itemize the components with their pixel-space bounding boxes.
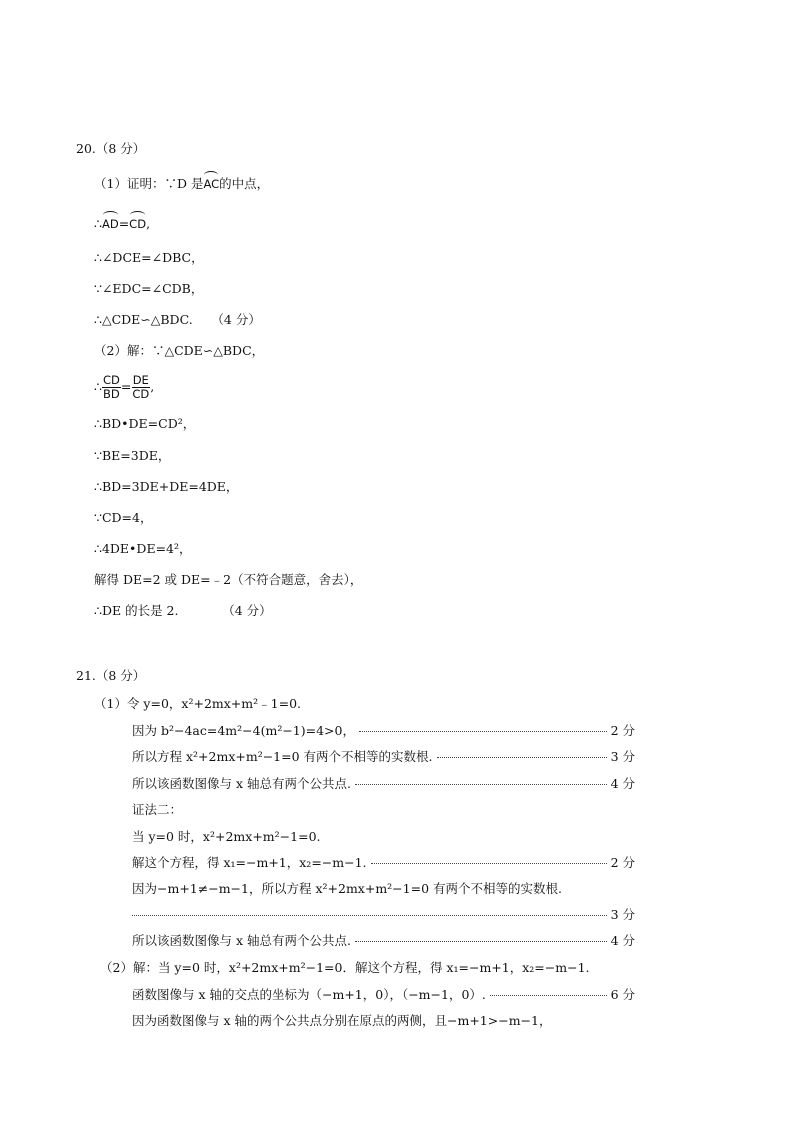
q21-method2-line-1: 当 y=0 时，x²+2mx+m²−1=0.: [132, 829, 321, 844]
q20-line-4: ∵∠EDC=∠CDB，: [94, 281, 204, 296]
dot-leader: [371, 863, 607, 864]
arc-cd: CD: [129, 213, 146, 232]
dot-leader: [490, 995, 607, 996]
q21-method2-row-2: 3 分: [132, 907, 635, 923]
q20-line-13: 解得 DE=2 或 DE=﹣2（不符合题意，舍去），: [94, 572, 363, 587]
q20-line-5: ∴△CDE∽△BDC. （4 分）: [94, 312, 261, 327]
q20-line-6: （2）解：∵△CDE∽△BDC，: [94, 343, 265, 358]
q21-method2-line-2: 因为−m+1≠−m−1，所以方程 x²+2mx+m²−1=0 有两个不相等的实数根.: [132, 881, 562, 896]
arc-ad: AD: [102, 213, 119, 232]
q21-header: 21.（8 分）: [76, 668, 146, 683]
fraction-de-cd: $\frac{DE}{CD}$: [132, 373, 150, 401]
dot-leader: [355, 941, 607, 942]
q21-row-1: 因为 b²−4ac=4m²−4(m²−1)=4>0， 2 分: [132, 723, 635, 738]
q21-part2-row-1: 函数图像与 x 轴的交点的坐标为（−m+1，0），（−m−1，0）. 6 分: [132, 987, 635, 1002]
q20-line-14: ∴DE 的长是 2. （4 分）: [94, 603, 272, 618]
q20-line-2: ∴AD=CD,: [94, 213, 150, 232]
q21-method2-row-1: 解这个方程，得 x₁=−m+1，x₂=−m−1. 2 分: [132, 855, 635, 870]
dot-leader: [355, 784, 607, 785]
q20-line-9: ∵BE=3DE，: [94, 448, 171, 463]
q21-part1: （1）令 y=0，x²+2mx+m²﹣1=0.: [94, 696, 301, 711]
q21-method2-title: 证法二：: [132, 802, 183, 817]
dot-leader: [132, 915, 607, 916]
fraction-cd-bd: $\frac{CD}{BD}$: [102, 373, 120, 401]
q21-row-2: 所以方程 x²+2mx+m²−1=0 有两个不相等的实数根. 3 分: [132, 749, 635, 764]
q20-line-1: （1）证明：∵D 是AC的中点，: [94, 173, 269, 192]
q20-line-3: ∴∠DCE=∠DBC，: [94, 250, 204, 265]
dot-leader: [359, 731, 607, 732]
dot-leader: [437, 757, 607, 758]
q21-part2-line-3: 因为函数图像与 x 轴的两个公共点分别在原点的两侧，且−m+1>−m−1，: [132, 1013, 552, 1028]
q21-method2-row-3: 所以该函数图像与 x 轴总有两个公共点. 4 分: [132, 933, 635, 948]
q20-line-10: ∴BD=3DE+DE=4DE，: [94, 479, 239, 494]
q20-header: 20.（8 分）: [76, 141, 146, 156]
q20-line-7: ∴ $\frac{CD}{BD}$ = $\frac{DE}{CD}$ ,: [94, 373, 155, 401]
q20-line-8: ∴BD•DE=CD²，: [94, 416, 196, 431]
q21-part2: （2）解：当 y=0 时，x²+2mx+m²−1=0．解这个方程，得 x₁=−m+1，x₂=−m−1.: [100, 960, 590, 975]
arc-ac: AC: [203, 173, 219, 192]
q20-line-11: ∵CD=4，: [94, 510, 153, 525]
q21-row-3: 所以该函数图像与 x 轴总有两个公共点. 4 分: [132, 776, 635, 791]
q20-line-12: ∴4DE•DE=4²，: [94, 541, 192, 556]
